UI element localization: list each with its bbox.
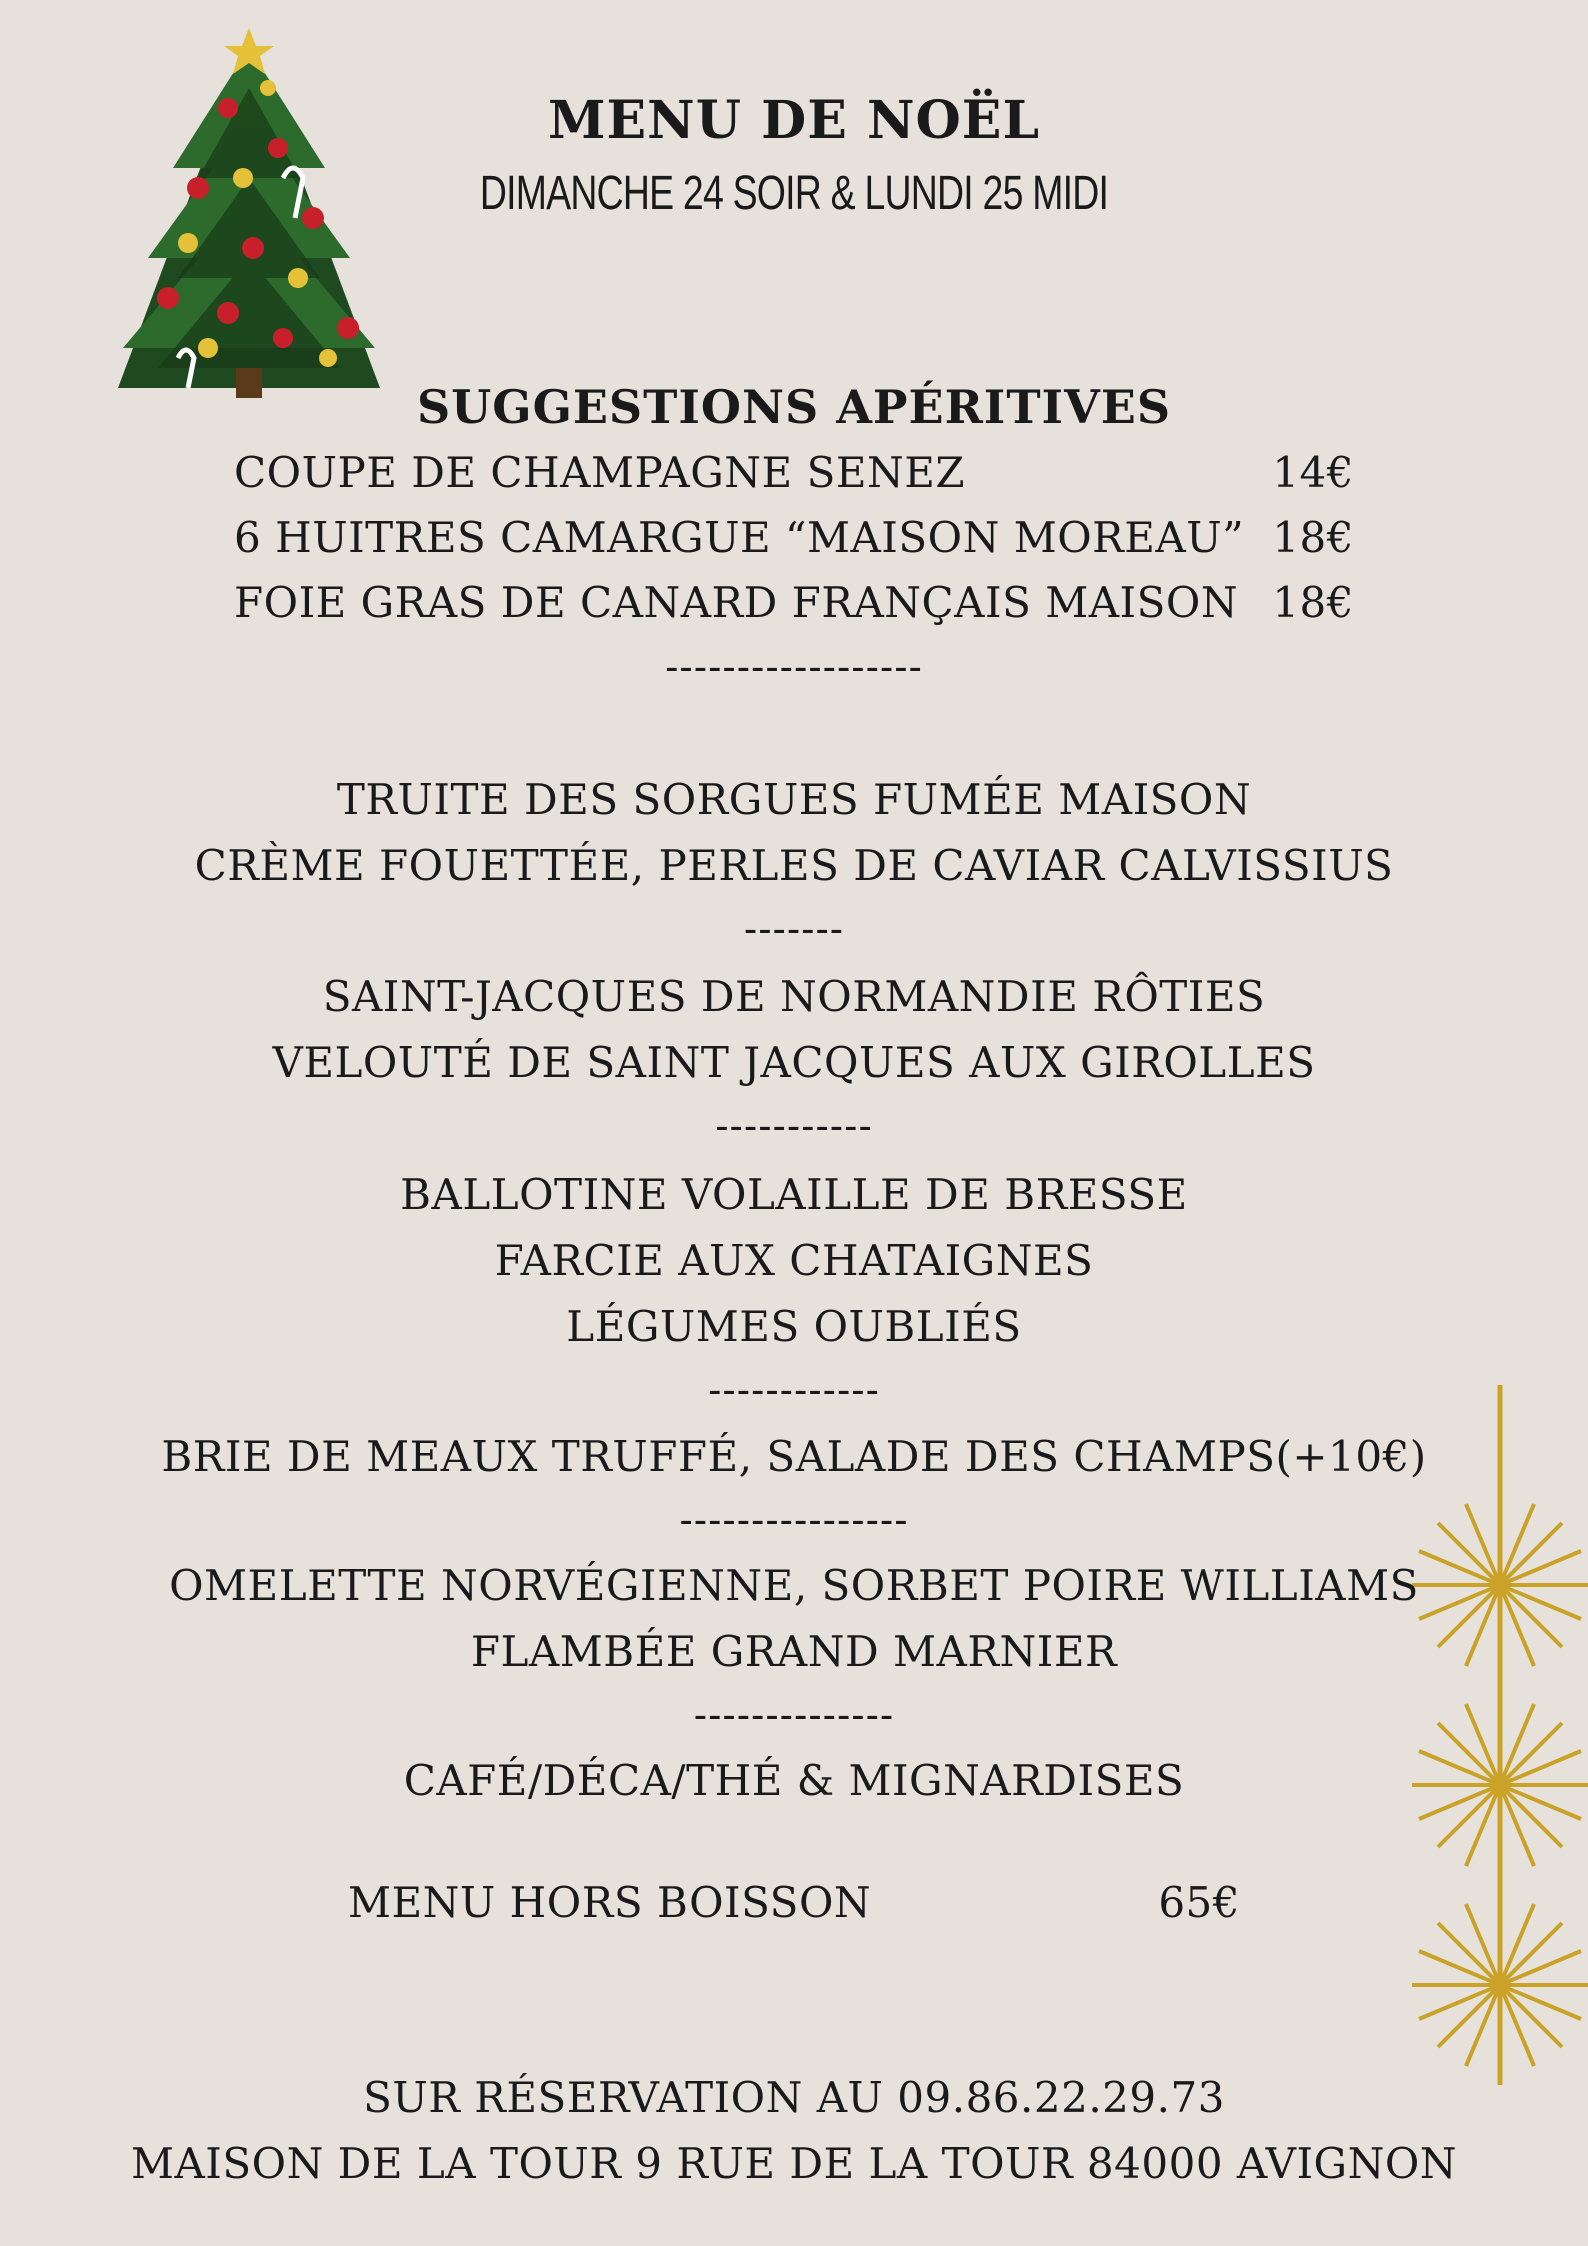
menu-subtitle: DIMANCHE 24 SOIR & LUNDI 25 MIDI: [479, 167, 1109, 220]
course-line: OMELETTE NORVÉGIENNE, SORBET POIRE WILLIAMS: [169, 1561, 1419, 1610]
course-line: CAFÉ/DÉCA/THÉ & MIGNARDISES: [403, 1756, 1185, 1805]
aperitifs-title: SUGGESTIONS APÉRITIVES: [416, 380, 1172, 434]
aperitif-name: FOIE GRAS DE CANARD FRANÇAIS MAISON: [234, 578, 1239, 627]
course-line: FARCIE AUX CHATAIGNES: [494, 1236, 1094, 1285]
aperitif-price: 14€: [1272, 448, 1354, 497]
aperitif-item: [234, 448, 1354, 508]
separator: -----------: [715, 1104, 873, 1148]
aperitif-price: 18€: [1272, 513, 1354, 562]
christmas-tree-icon: [78, 28, 420, 414]
aperitif-price: 18€: [1272, 578, 1354, 627]
course-line: BRIE DE MEAUX TRUFFÉ, SALADE DES CHAMPS(+10€): [161, 1432, 1427, 1481]
course-line: VELOUTÉ DE SAINT JACQUES AUX GIROLLES: [272, 1038, 1316, 1087]
separator: -------: [743, 907, 845, 951]
aperitif-item: [234, 578, 1354, 638]
separator: ------------: [708, 1368, 880, 1412]
course-line: BALLOTINE VOLAILLE DE BRESSE: [400, 1170, 1188, 1219]
menu-title: MENU DE NOËL: [547, 90, 1041, 151]
aperitif-name: 6 HUITRES CAMARGUE “MAISON MOREAU”: [234, 513, 1245, 562]
separator: ----------------: [679, 1498, 909, 1542]
course-line: SAINT-JACQUES DE NORMANDIE RÔTIES: [322, 972, 1266, 1021]
address-line: MAISON DE LA TOUR 9 RUE DE LA TOUR 84000 AVIGNON: [130, 2139, 1458, 2188]
aperitif-item: [234, 513, 1354, 573]
course-line: LÉGUMES OUBLIÉS: [566, 1302, 1022, 1351]
aperitif-name: COUPE DE CHAMPAGNE SENEZ: [234, 448, 966, 497]
menu-price-row: [348, 1878, 1240, 1938]
course-line: TRUITE DES SORGUES FUMÉE MAISON: [336, 775, 1252, 824]
separator: --------------: [693, 1693, 895, 1737]
reservation-line: SUR RÉSERVATION AU 09.86.22.29.73: [363, 2073, 1225, 2122]
menu-price-value: 65€: [1158, 1878, 1240, 1927]
separator: ------------------: [665, 645, 923, 689]
course-line: CRÈME FOUETTÉE, PERLES DE CAVIAR CALVISSIUS: [194, 841, 1394, 890]
course-line: FLAMBÉE GRAND MARNIER: [470, 1627, 1118, 1676]
menu-price-label: MENU HORS BOISSON: [348, 1878, 872, 1927]
